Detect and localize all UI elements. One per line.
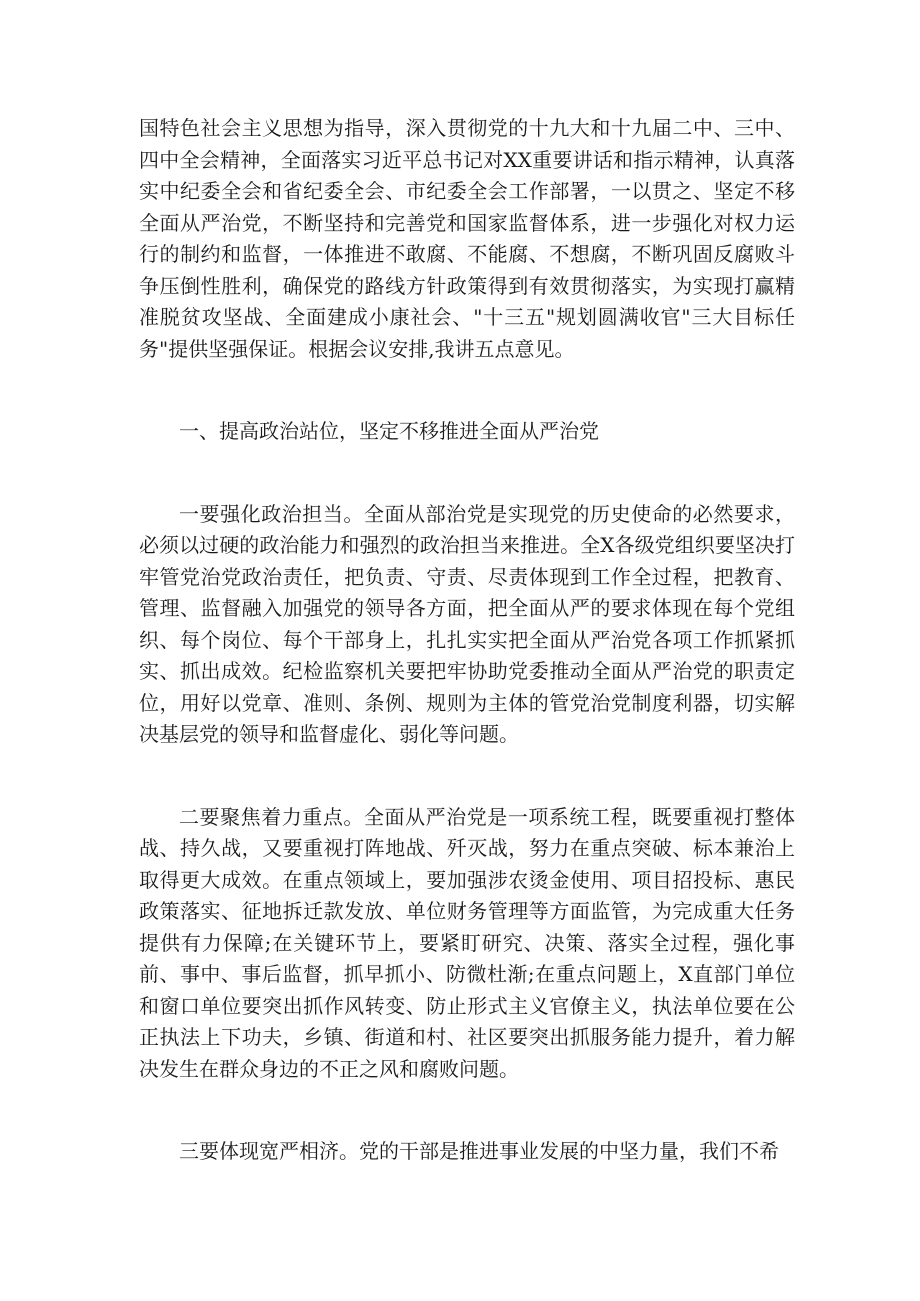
paragraph-point-1: 一要强化政治担当。全面从部治党是实现党的历史使命的必然要求，必须以过硬的政治能力和强烈的政治担当来推进。全X各级党组织要坚决打牢管党治党政治责任，把负责、守责、尽责体现到工作全过程，把教育、管理、监督融入加强党的领导各方面，把全面从严的要求体现在每个党组织、每个岗位、每个干部身上，扎扎实实把全面从严治党各项工作抓紧抓实、抓出成效。纪检监察机关要把牢协助党委推动全面从严治党的职责定位，用好以党章、准则、条例、规则为主体的管党治党制度利器，切实解决基层党的领导和监督虚化、弱化等问题。 <box>139 501 795 746</box>
paragraph-point-3: 三要体现宽严相济。党的干部是推进事业发展的中坚力量，我们不希 <box>179 1139 779 1163</box>
intro-paragraph: 国特色社会主义思想为指导，深入贯彻党的十九大和十九届二中、三中、四中全会精神，全面落实习近平总书记对XX重要讲话和指示精神，认真落实中纪委全会和省纪委全会、市纪委全会工作部署，一以贯之、坚定不移全面从严治党，不断坚持和完善党和国家监督体系，进一步强化对权力运行的制约和监督，一体推进不敢腐、不能腐、不想腐，不断巩固反腐败斗争压倒性胜利，确保党的路线方针政策得到有效贯彻落实，为实现打赢精准脱贫攻坚战、全面建成小康社会、"十三五"规划圆满收官"三大目标任务"提供坚强保证。根据会议安排,我讲五点意见。 <box>139 116 795 361</box>
paragraph-point-2: 二要聚焦着力重点。全面从严治党是一项系统工程，既要重视打整体战、持久战，又要重视打阵地战、歼灭战，努力在重点突破、标本兼治上取得更大成效。在重点领域上，要加强涉农烫金使用、项目招投标、惠民政策落实、征地拆迁款发放、单位财务管理等方面监管，为完成重大任务提供有力保障;在关键环节上，要紧盯研究、决策、落实全过程，强化事前、事中、事后监督，抓早抓小、防微杜渐;在重点问题上，X直部门单位和窗口单位要突出抓作风转变、防止形式主义官僚主义，执法单位要在公正执法上下功夫，乡镇、街道和村、社区要突出抓服务能力提升，着力解决发生在群众身边的不正之风和腐败问题。 <box>139 804 795 1081</box>
document-body <box>139 113 795 1219</box>
section-heading: 一、提高政治站位，坚定不移推进全面从严治党 <box>179 419 599 443</box>
